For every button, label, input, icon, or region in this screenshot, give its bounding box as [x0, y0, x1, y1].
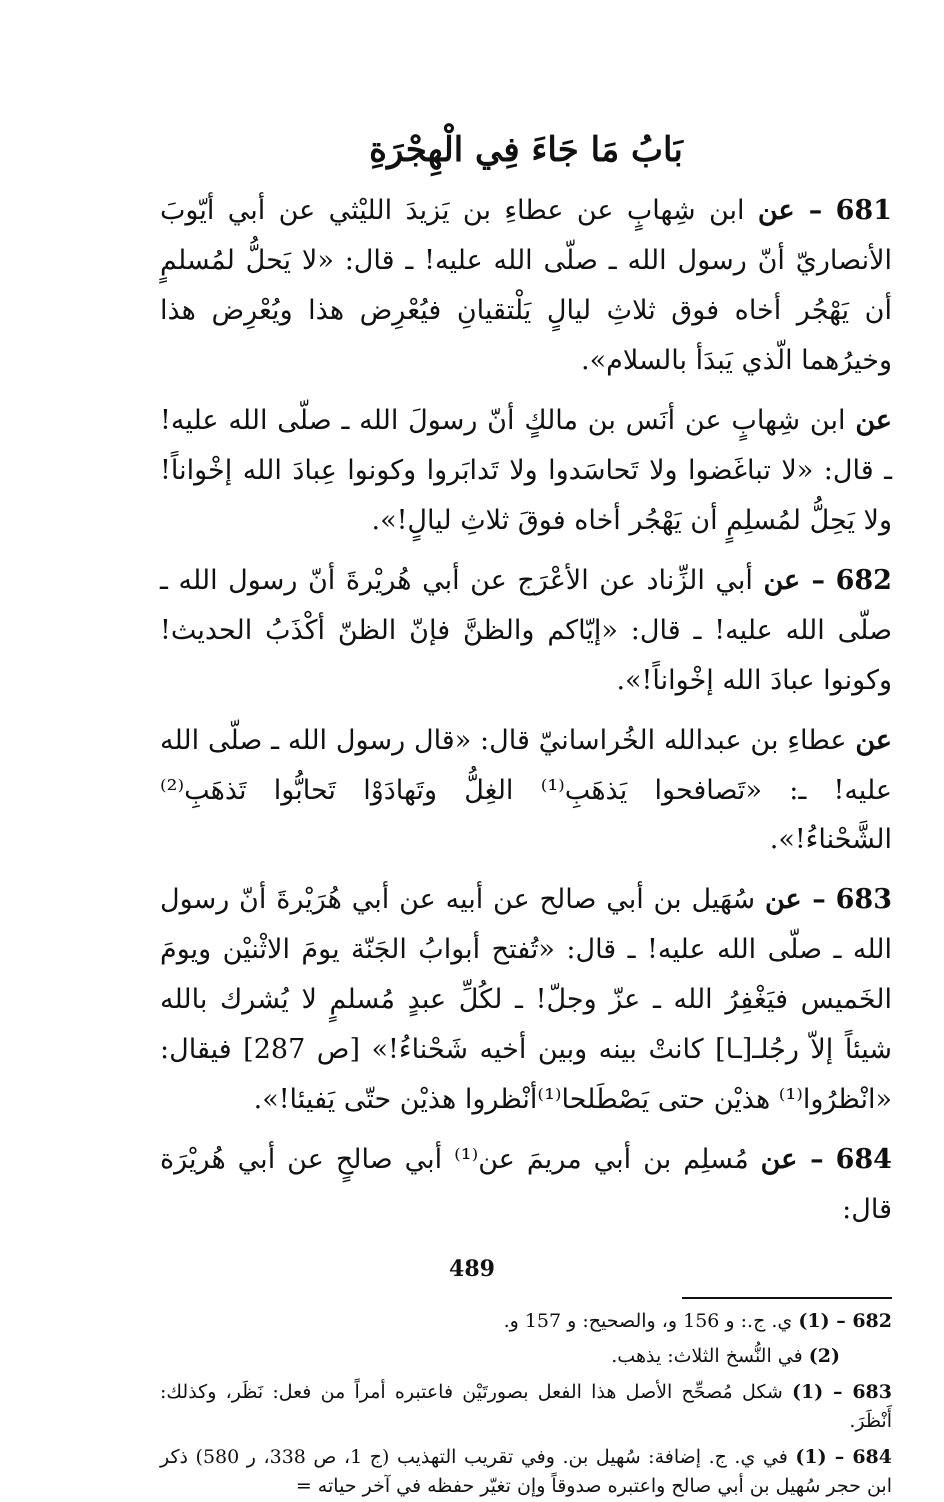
footnote: [160, 1378, 892, 1437]
hadith-paragraph: [160, 716, 892, 866]
footnote-text: ي. ج.: و 156 و، والصحيح: و 157 و.: [503, 1309, 793, 1332]
hadith-paragraph: [160, 1135, 892, 1235]
hadith-text: ابن شِهابٍ عن أنَس بن مالكٍ أنّ رسولَ الله ـ صلّى الله عليه! ـ قال: «لا تباغَضوا ولا تَحاسَدوا ولا تَدابَروا وكونوا عِبادَ الله إخْواناً! ولا يَحِلُّ لمُسلِمٍ أن يَهْجُر أخاه فوقَ ثلاثِ ليالٍ!».: [160, 404, 892, 536]
hadith-text: مُسلِم بن أبي مريمَ عن⁽¹⁾ أبي صالحٍ عن أبي هُريْرَة قال:: [160, 1144, 892, 1225]
footnote-text: في ي. ج. إضافة: سُهيل بن. وفي تقريب التهذيب (ج 1، ص 338، ر 580) ذكر ابن حجر سُهيل بن أبي صالح واعتبره صدوقاً وإن تغيّر حفظه في آخر حياته =: [160, 1445, 892, 1498]
hadith-number: 682: [835, 564, 892, 596]
hadith-paragraph: [160, 556, 892, 706]
footnote-text: في النُّسخ الثلاث: يذهب.: [611, 1345, 803, 1368]
hadith-lead: – عن: [764, 884, 826, 916]
hadith-lead: – عن: [763, 564, 826, 596]
chapter-title: بَابُ مَا جَاءَ فِي الْهِجْرَةِ: [369, 130, 683, 170]
footnote: [160, 1342, 892, 1371]
hadith-number: 681: [835, 195, 892, 227]
hadith-lead: – عن: [760, 1144, 824, 1176]
footnote-text: شكل مُصحِّح الأصل هذا الفعل بصورتَيْن فاعتبره أمراً من فعل: نَظَر، وكذلك: أَنْظَرَ.: [160, 1380, 892, 1433]
footnote: [160, 1443, 892, 1502]
body-text: [160, 186, 892, 1235]
hadith-lead: عن: [855, 404, 892, 436]
hadith-number: 683: [835, 884, 892, 916]
footnote-ref: 683 – (1): [792, 1380, 892, 1403]
footnote: [160, 1307, 892, 1336]
hadith-number: 684: [835, 1144, 892, 1176]
hadith-lead: عن: [855, 724, 892, 756]
hadith-paragraph: [160, 186, 892, 386]
page-number: 489: [449, 1256, 495, 1282]
hadith-text: ابن شِهابٍ عن عطاءِ بن يَزيدَ الليْثي عن أبي أيّوبَ الأنصاريّ أنّ رسول الله ـ صلّى الله عليه! ـ قال: «لا يَحلُّ لمُسلمٍ أن يَهْجُر أخاه فوق ثلاثِ ليالٍ يَلْتقيانِ فيُعْرِض هذا ويُعْرِض هذا وخيرُهما الّذي يَبدَأ بالسلام».: [160, 195, 892, 376]
hadith-text: أبي الزِّناد عن الأعْرَج عن أبي هُريْرةَ أنّ رسول الله ـ صلّى الله عليه! ـ قال: «إيّاكم والظنَّ فإنّ الظنّ أكْذَبُ الحديث! وكونوا عبادَ الله إخْواناً!».: [160, 564, 892, 696]
hadith-paragraph: [160, 875, 892, 1125]
hadith-paragraph: [160, 396, 892, 546]
footnote-ref: 682 – (1): [798, 1309, 892, 1332]
hadith-lead: – عن: [757, 195, 823, 227]
hadith-text: عطاءِ بن عبدالله الخُراسانيّ قال: «قال رسول الله ـ صلّى الله عليه! ـ: «تَصافحوا يَذهَبِ⁽¹⁾ الغِلُّ وتَهادَوْا تَحابُّوا تَذهَبِ⁽²⁾ الشَّحْناءُ!».: [160, 724, 893, 856]
footnote-divider: [682, 1297, 892, 1299]
hadith-text: سُهَيل بن أبي صالح عن أبيه عن أبي هُرَيْرةَ أنّ رسول الله ـ صلّى الله عليه! ـ قال: «تُفتح أبوابُ الجَنّة يومَ الاثْنيْن ويومَ الخَميس فيَغْفِرُ الله ـ عزّ وجلّ! ـ لكُلِّ عبدٍ مُسلمٍ لا يُشرك بالله شيئاً إلاّ رجُلـ[ـا] كانتْ بينه وبين أخيه شَحْناءُ!» [ص 287] فيقال: «انْظرُوا⁽¹⁾ هذيْن حتى يَصْطَلحا⁽¹⁾أنْظروا هذيْن حتّى يَفيئا!».: [160, 884, 892, 1116]
footnote-ref: 684 – (1): [795, 1445, 892, 1468]
footnotes: [160, 1307, 892, 1502]
footnote-ref: (2): [808, 1345, 840, 1368]
